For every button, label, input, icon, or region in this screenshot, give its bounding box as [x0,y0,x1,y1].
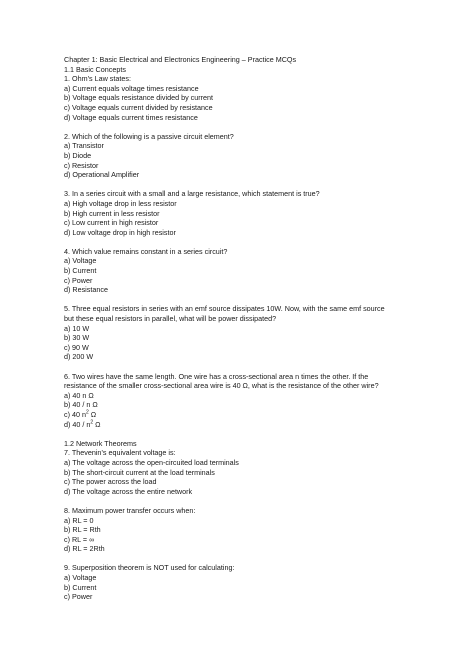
question-5 [64,304,424,362]
option-c-base: c) 40 n [64,409,86,419]
option-c: c) Power [64,592,93,602]
question-text: 7. Thevenin’s equivalent voltage is: [64,448,176,458]
option-c-exponent: 2 [85,409,89,416]
option-b: b) RL = Rth [64,525,101,535]
section-heading: 1.1 Basic Concepts [64,64,126,74]
option-c: c) The power across the load [64,477,157,487]
option-c: c) RL = ∞ [64,534,95,544]
question-text: 8. Maximum power transfer occurs when: [64,505,196,515]
question-text-line-1: 6. Two wires have the same length. One wire has a cross-sectional area n times the other. If the [64,371,369,381]
option-d: d) RL = 2Rth [64,544,105,554]
option-d: d) Resistance [64,285,108,295]
question-3 [64,189,424,237]
option-d: d) Voltage equals current times resistance [64,112,198,122]
question-text: 3. In a series circuit with a small and a large resistance, which statement is true? [64,189,320,199]
option-b: b) Current [64,582,97,592]
document-body [64,55,424,602]
option-b: b) High current in less resistor [64,208,160,218]
question-4 [64,247,424,295]
section-heading: 1.2 Network Theorems [64,438,137,448]
question-6 [64,372,424,430]
option-b: b) 30 W [64,333,90,343]
option-b: b) Diode [64,150,92,160]
option-a: a) 10 W [64,323,90,333]
option-d: d) Low voltage drop in high resistor [64,227,176,237]
option-c: c) 90 W [64,342,89,352]
option-b: b) 40 / n Ω [64,400,98,410]
option-a: a) Current equals voltage times resistance [64,83,199,93]
option-d: d) 200 W [64,352,94,362]
option-c [64,410,424,420]
option-a: a) 40 n Ω [64,390,94,400]
option-d: d) The voltage across the entire network [64,486,193,496]
option-c: c) Low current in high resistor [64,218,159,228]
question-1 [64,74,424,122]
option-c: c) Voltage equals current divided by resistance [64,102,213,112]
question-9 [64,563,424,601]
question-text: 2. Which of the following is a passive circuit element? [64,131,234,141]
option-a: a) The voltage across the open-circuited load terminals [64,457,239,467]
option-d-base: d) 40 / n [64,419,91,429]
option-b: b) Current [64,266,97,276]
question-8 [64,506,424,554]
question-text: 9. Superposition theorem is NOT used for calculating: [64,563,235,573]
option-d [64,420,424,430]
option-b: b) The short-circuit current at the load terminals [64,467,215,477]
document-title: Chapter 1: Basic Electrical and Electronics Engineering – Practice MCQs [64,55,297,64]
question-2 [64,132,424,180]
option-c-unit: Ω [88,409,97,419]
option-a: a) Transistor [64,141,104,151]
option-d-exponent: 2 [90,419,94,426]
question-text: 1. Ohm’s Law states: [64,74,131,84]
question-text: 4. Which value remains constant in a series circuit? [64,246,228,256]
option-a: a) High voltage drop in less resistor [64,198,177,208]
question-text-line-1: 5. Three equal resistors in series with an emf source dissipates 10W. Now, with the same emf source [64,304,385,314]
option-a: a) Voltage [64,256,97,266]
option-d: d) Operational Amplifier [64,170,140,180]
option-a: a) RL = 0 [64,515,94,525]
option-c: c) Resistor [64,160,99,170]
option-a: a) Voltage [64,573,97,583]
option-d-unit: Ω [93,419,101,429]
option-c: c) Power [64,275,93,285]
question-7 [64,448,424,496]
question-text-line-2: but these equal resistors in parallel, what will be power dissipated? [64,314,277,324]
question-text-line-2: resistance of the smaller cross-sectional area wire is 40 Ω, what is the resistance of the other wire? [64,381,379,391]
option-b: b) Voltage equals resistance divided by current [64,93,214,103]
